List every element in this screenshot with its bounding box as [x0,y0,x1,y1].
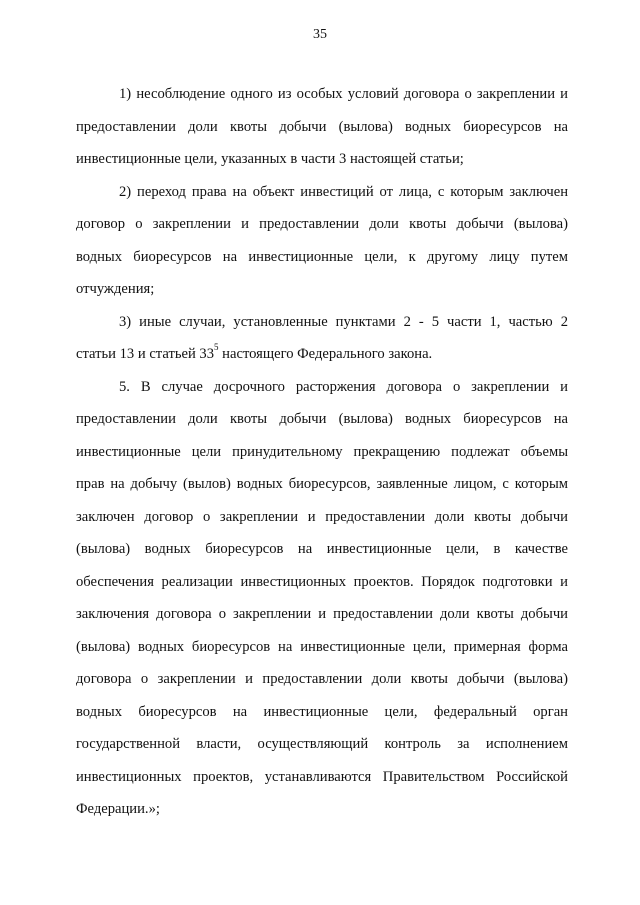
text-line: 1) несоблюдение одного из особых условий договора о закреплении и [119,86,568,102]
text-line: (вылова) водных биоресурсов на инвестиционные цели, примерная форма [76,638,568,655]
document-body [76,82,568,830]
list-item-2 [76,180,568,310]
text-line: договор о закреплении и предоставлении доли квоты добычи (вылова) [76,216,568,232]
text-line: договора о закреплении и предоставлении доли квоты добычи (вылова) [76,671,568,687]
page-number: 35 [313,27,327,42]
text-line: заключения договора о закреплении и предоставлении доли квоты добычи [76,606,568,622]
text-line: 3) иные случаи, установленные пунктами 2 - 5 части 1, частью 2 [119,313,568,330]
text-line: инвестиционных проектов, устанавливаются Правительством Российской [76,768,568,785]
text-line: водных биоресурсов на инвестиционные цели, к другому лицу путем [76,248,568,265]
text-line: заключен договор о закреплении и предоставлении доли квоты добычи [76,508,568,525]
superscript: 5 [214,342,219,353]
text-line: предоставлении доли квоты добычи (вылова) водных биоресурсов на [76,118,568,135]
text-line: обеспечения реализации инвестиционных проектов. Порядок подготовки и [76,573,568,590]
text-line [76,342,568,375]
text-line: инвестиционные цели принудительному прекращению подлежат объемы [76,443,568,460]
text-line: 2) переход права на объект инвестиций от лица, с которым заключен [119,183,568,200]
text-line: (вылова) водных биоресурсов на инвестиционные цели, в качестве [76,541,568,557]
paragraph-5 [76,375,568,830]
text-line: прав на добычу (вылов) водных биоресурсов, заявленные лицом, с которым [76,476,568,492]
text-line: Федерации.»; [76,801,160,817]
text-fragment: настоящего Федерального закона. [218,346,433,362]
list-item-1 [76,82,568,180]
text-line: инвестиционные цели, указанных в части 3 настоящей статьи; [76,151,464,167]
text-line: водных биоресурсов на инвестиционные цели, федеральный орган [76,703,568,720]
text-line: государственной власти, осуществляющий контроль за исполнением [76,736,568,752]
text-line: отчуждения; [76,281,155,297]
text-line: предоставлении доли квоты добычи (вылова) водных биоресурсов на [76,411,568,427]
text-fragment: статьи 13 и статьей 33 [76,346,215,362]
list-item-3 [76,310,568,375]
text-line: 5. В случае досрочного расторжения договора о закреплении и [119,378,568,395]
